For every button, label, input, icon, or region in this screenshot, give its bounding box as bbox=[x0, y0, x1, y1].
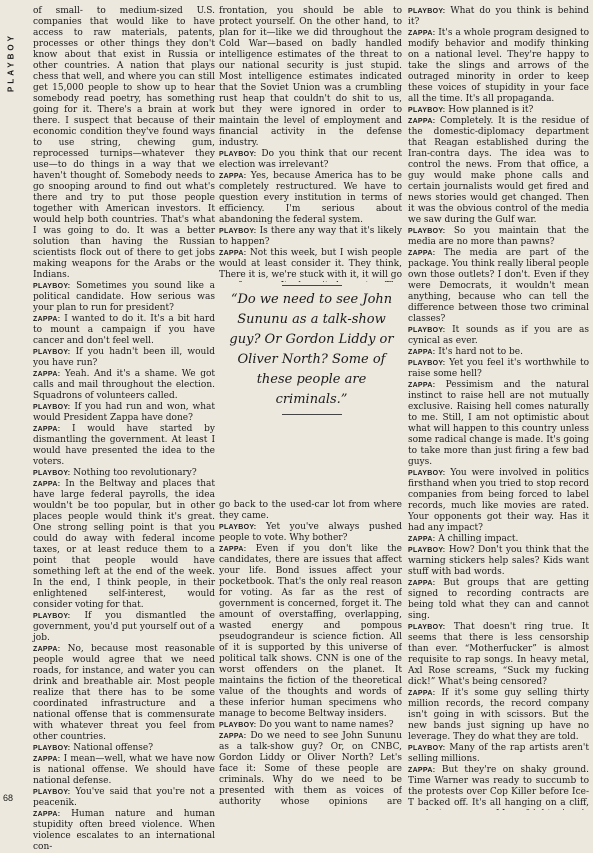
paragraph bbox=[408, 358, 589, 380]
speaker-label: PLAYBOY: bbox=[219, 228, 257, 235]
paragraph bbox=[219, 731, 402, 808]
paragraph-text: How? Don't you think that the warning stickers help sales? Kids want stuff with bad words. bbox=[408, 545, 589, 577]
page-number: 68 bbox=[3, 793, 14, 803]
paragraph-text: No, because most reasonable people would agree that we need roads, for instance, and water you can drink and breathable air. Most people realize that there has to be some coordinated infrastructure and a national offense that is commensurate with whatever threat you feel from other countries. bbox=[33, 644, 215, 742]
column-3 bbox=[408, 6, 589, 810]
paragraph bbox=[219, 248, 402, 282]
running-head bbox=[3, 8, 17, 128]
paragraph bbox=[408, 743, 589, 765]
speaker-label: PLAYBOY: bbox=[33, 283, 71, 290]
paragraph-text: Human nature and human stupidity often breed violence. When violence escalates to an international con- bbox=[33, 809, 215, 852]
speaker-label: ZAPPA: bbox=[408, 690, 436, 697]
speaker-label: PLAYBOY: bbox=[408, 745, 446, 752]
paragraph bbox=[408, 105, 589, 116]
paragraph-text: So you maintain that the media are no more than pawns? bbox=[408, 226, 589, 247]
paragraph bbox=[408, 226, 589, 248]
paragraph bbox=[33, 281, 215, 314]
paragraph bbox=[33, 424, 215, 468]
paragraph bbox=[408, 380, 589, 468]
speaker-label: PLAYBOY: bbox=[408, 228, 446, 235]
column-2-bottom bbox=[219, 500, 402, 808]
paragraph bbox=[33, 347, 215, 369]
speaker-label: ZAPPA: bbox=[408, 118, 436, 125]
speaker-label: ZAPPA: bbox=[33, 756, 61, 763]
speaker-label: PLAYBOY: bbox=[219, 524, 257, 531]
paragraph bbox=[408, 116, 589, 226]
speaker-label: ZAPPA: bbox=[33, 426, 61, 433]
paragraph-text: But groups that are getting signed to recording contracts are being told what they can and cannot sing. bbox=[408, 578, 589, 621]
speaker-label: ZAPPA: bbox=[408, 382, 436, 389]
paragraph bbox=[408, 622, 589, 688]
paragraph bbox=[408, 578, 589, 622]
paragraph bbox=[408, 347, 589, 358]
paragraph-text: Yeah. And it's a shame. We got calls and mail throughout the election. Squadrons of volunteers called. bbox=[33, 369, 215, 401]
paragraph-text: I would have started by dismantling the government. At least I would have presented the idea to the voters. bbox=[33, 424, 215, 467]
paragraph-text: Even if you don't like the candidates, there are issues that affect your life. Bond issues affect your pocketbook. That's the only real reason for voting. As far as the rest of government is concerned, forget it. The amount of overstaffing, overlapping, wasted energy and pompous pseudograndeur is science fiction. All of it is supported by this universe of political talk shows. CNN is one of the worst offenders on the planet. It maintains the fiction of the theoretical value of the thoughts and words of these inferior human specimens who manage to become Beltway insiders. bbox=[219, 544, 402, 719]
paragraph-text: You've said that you're not a peacenik. bbox=[33, 787, 215, 808]
paragraph bbox=[219, 500, 402, 522]
paragraph-text: Many of the rap artists aren't selling millions. bbox=[408, 743, 589, 764]
paragraph-text: But they're on shaky ground. Time Warner was ready to succumb to the protests over Cop Killer before Ice-T backed off. It's all hanging on a cliff, bbox=[408, 765, 589, 808]
paragraph-text: If you had run and won, what would President Zappa have done? bbox=[33, 402, 215, 423]
speaker-label: PLAYBOY: bbox=[33, 613, 71, 620]
paragraph-text: A chilling impact. bbox=[438, 534, 519, 544]
speaker-label: ZAPPA: bbox=[219, 173, 247, 180]
speaker-label: ZAPPA: bbox=[33, 371, 61, 378]
paragraph bbox=[408, 765, 589, 810]
paragraph bbox=[33, 754, 215, 787]
paragraph bbox=[33, 787, 215, 809]
paragraph bbox=[219, 6, 402, 149]
speaker-label: PLAYBOY: bbox=[33, 470, 71, 477]
paragraph-text: If you dismantled the government, you'd put yourself out of a job. bbox=[33, 611, 215, 643]
paragraph-text: If it's some guy selling thirty million records, the record company isn't going in with scissors. But the new bands just signing up have no leverage. They do what they are told. bbox=[408, 688, 589, 742]
paragraph bbox=[219, 226, 402, 248]
paragraph-text: You were involved in politics firsthand when you tried to stop record companies from being forced to label records, much like movies are rated. Your opponents got their way. Has it had any impact? bbox=[408, 468, 589, 533]
running-head-text: PLAYBOY bbox=[6, 33, 16, 92]
paragraph bbox=[408, 6, 589, 28]
paragraph-text: It's a whole program designed to modify behavior and modify thinking on a national level. They're happy to take the slings and arrows of the outraged minority in order to keep these voices of stupidity in your face all the time. It's all propaganda. bbox=[408, 28, 589, 104]
paragraph-text: Not this week, but I wish people would at least consider it. They think, There it is, we're stuck with it, it will go bbox=[219, 248, 402, 280]
paragraph bbox=[219, 149, 402, 171]
speaker-label: PLAYBOY: bbox=[408, 360, 446, 367]
speaker-label: PLAYBOY: bbox=[408, 624, 446, 631]
paragraph bbox=[33, 611, 215, 644]
pull-quote-text: “Do we need to see John Sununu as a talk-show guy? Or Gordon Liddy or Oliver North? Some of these people are criminals.” bbox=[229, 292, 394, 407]
speaker-label: ZAPPA: bbox=[33, 646, 61, 653]
paragraph bbox=[408, 534, 589, 545]
speaker-label: PLAYBOY: bbox=[33, 349, 71, 356]
paragraph-text: go back to the used-car lot from where they came. bbox=[219, 500, 402, 521]
speaker-label: ZAPPA: bbox=[408, 30, 436, 37]
speaker-label: ZAPPA: bbox=[219, 733, 247, 740]
speaker-label: ZAPPA: bbox=[33, 811, 61, 818]
speaker-label: ZAPPA: bbox=[408, 250, 436, 257]
paragraph-text: Yet you've always pushed people to vote. Why bother? bbox=[219, 522, 402, 543]
paragraph-text: It sounds as if you are as cynical as ever. bbox=[408, 325, 589, 346]
speaker-label: PLAYBOY: bbox=[33, 404, 71, 411]
paragraph-text: of small- to medium-sized U.S. companies that would like to have access to raw materials, patents, processes or other things they don't know about that exist in Russia or other countries. A nation that plays chess that well, and where you can still get 15,000 people to show up to hear somebody read poetry, has something going for it. There's a brain at work there. I suspect that because of their economic condition they've found ways to use string, chewing gum, reprocessed turnips—whatever they use—to do things in a way that we haven't thought of. Somebody needs to go snooping around to find out what's there and try to put those people together with American investors. It would help both countries. That's what I was going to do. It was a better solution than having the Russian scientists flock out of there to get jobs making weapons for the Arabs or the Indians. bbox=[33, 6, 215, 280]
paragraph-text: That doesn't ring true. It seems that there is less censorship than ever. “Motherfucker” is almost requisite to rap songs. In heavy metal, Axl Rose screams, “Suck my fucking dick!” What's being censored? bbox=[408, 622, 589, 687]
paragraph-text: If you hadn't been ill, would you have run? bbox=[33, 347, 215, 368]
speaker-label: PLAYBOY: bbox=[33, 789, 71, 796]
paragraph bbox=[33, 314, 215, 347]
paragraph bbox=[408, 545, 589, 578]
paragraph-text: Do you want to name names? bbox=[259, 720, 394, 730]
paragraph bbox=[408, 688, 589, 743]
paragraph-text: How planned is it? bbox=[448, 105, 534, 115]
paragraph bbox=[219, 720, 402, 731]
paragraph-text: I wanted to do it. It's a bit hard to mount a campaign if you have cancer and don't feel well. bbox=[33, 314, 215, 346]
paragraph-text: The media are part of the package. You think really liberal people own those outlets? I don't. Even if they were Democrats, it wouldn't mean anything, because who can tell the difference between those two criminal classes? bbox=[408, 248, 589, 324]
paragraph-text: Do we need to see John Sununu as a talk-show guy? Or, on CNBC, Gordon Liddy or Oliver North? Let's face it: Some of these people are criminals. Why do we need to be presented with them as voices of authority whose opinions are bbox=[219, 731, 402, 807]
paragraph-text: In the Beltway and places that have large federal payrolls, the idea wouldn't be too popular, but in other places people would think it's great. One strong selling point is that you could do away with federal income taxes, or at least reduce them to a point that people would have something left at the end of the week. In the end, I think people, in their enlightened self-interest, would consider voting for that. bbox=[33, 479, 215, 610]
speaker-label: ZAPPA: bbox=[408, 536, 436, 543]
paragraph-text: Is there any way that it's likely to happen? bbox=[219, 226, 402, 247]
paragraph bbox=[33, 468, 215, 479]
speaker-label: PLAYBOY: bbox=[408, 547, 446, 554]
speaker-label: ZAPPA: bbox=[408, 580, 436, 587]
paragraph bbox=[408, 325, 589, 347]
speaker-label: PLAYBOY: bbox=[219, 722, 257, 729]
speaker-label: PLAYBOY: bbox=[408, 327, 446, 334]
paragraph-text: I mean—well, what we have now is national offense. We should have national defense. bbox=[33, 754, 215, 786]
paragraph bbox=[219, 522, 402, 544]
paragraph-text: Do you think that our recent election was irrelevant? bbox=[219, 149, 402, 170]
paragraph-text: Yet you feel it's worthwhile to raise some hell? bbox=[408, 358, 589, 379]
speaker-label: PLAYBOY: bbox=[408, 107, 446, 114]
speaker-label: ZAPPA: bbox=[219, 250, 247, 257]
paragraph bbox=[408, 28, 589, 105]
speaker-label: PLAYBOY: bbox=[33, 745, 71, 752]
paragraph-text: It's hard not to be. bbox=[438, 347, 523, 357]
paragraph-text: frontation, you should be able to protect yourself. On the other hand, to plan for it—like we did throughout the Cold War—based on badly handled intelligence estimates of the threat to our national security is just stupid. Most intelligence estimates indicated that the Soviet Union was a crumbling rust heap that couldn't do shit to us, but they were ignored in order to maintain the level of employment and financial activity in the defense industry. bbox=[219, 6, 402, 148]
paragraph bbox=[33, 369, 215, 402]
paragraph bbox=[33, 402, 215, 424]
column-2-top bbox=[219, 6, 402, 282]
paragraph-text: Completely. It is the residue of the domestic-diplomacy department that Reagan established during the Iran-contra days. The idea was to control the news. From that office, a guy would make phone calls and certain journalists would get fired and news stories would get changed. Then it was the obvious control of the media we saw during the Gulf war. bbox=[408, 116, 589, 225]
speaker-label: ZAPPA: bbox=[408, 767, 436, 774]
paragraph bbox=[408, 468, 589, 534]
paragraph bbox=[408, 248, 589, 325]
paragraph-text: Yes, because America has to be completely restructured. We have to question every institution in terms of efficiency. I'm serious about abandoning the federal system. bbox=[219, 171, 402, 225]
paragraph bbox=[33, 479, 215, 611]
paragraph bbox=[33, 6, 215, 281]
speaker-label: ZAPPA: bbox=[33, 481, 61, 488]
paragraph bbox=[219, 544, 402, 720]
speaker-label: ZAPPA: bbox=[33, 316, 61, 323]
paragraph-text: What do you think is behind it? bbox=[408, 6, 589, 27]
paragraph-text: Sometimes you sound like a political candidate. How serious was your plan to run for president? bbox=[33, 281, 215, 313]
paragraph-text: National offense? bbox=[73, 743, 154, 753]
speaker-label: PLAYBOY: bbox=[219, 151, 257, 158]
paragraph-text: Pessimism and the natural instinct to raise hell are not mutually exclusive. Raising hell comes naturally to me. Still, I am not optimistic about what will happen to this country unless some radical change is made. It's going to take more than just firing a few bad guys. bbox=[408, 380, 589, 467]
speaker-label: ZAPPA: bbox=[219, 546, 247, 553]
pull-quote bbox=[221, 285, 402, 485]
paragraph-text: Nothing too revolutionary? bbox=[73, 468, 197, 478]
speaker-label: ZAPPA: bbox=[408, 349, 436, 356]
paragraph bbox=[219, 171, 402, 226]
pull-quote-rule-bottom bbox=[282, 414, 342, 415]
column-1 bbox=[33, 6, 215, 852]
paragraph bbox=[33, 743, 215, 754]
paragraph bbox=[33, 644, 215, 743]
speaker-label: PLAYBOY: bbox=[408, 8, 446, 15]
speaker-label: PLAYBOY: bbox=[408, 470, 446, 477]
paragraph bbox=[33, 809, 215, 853]
